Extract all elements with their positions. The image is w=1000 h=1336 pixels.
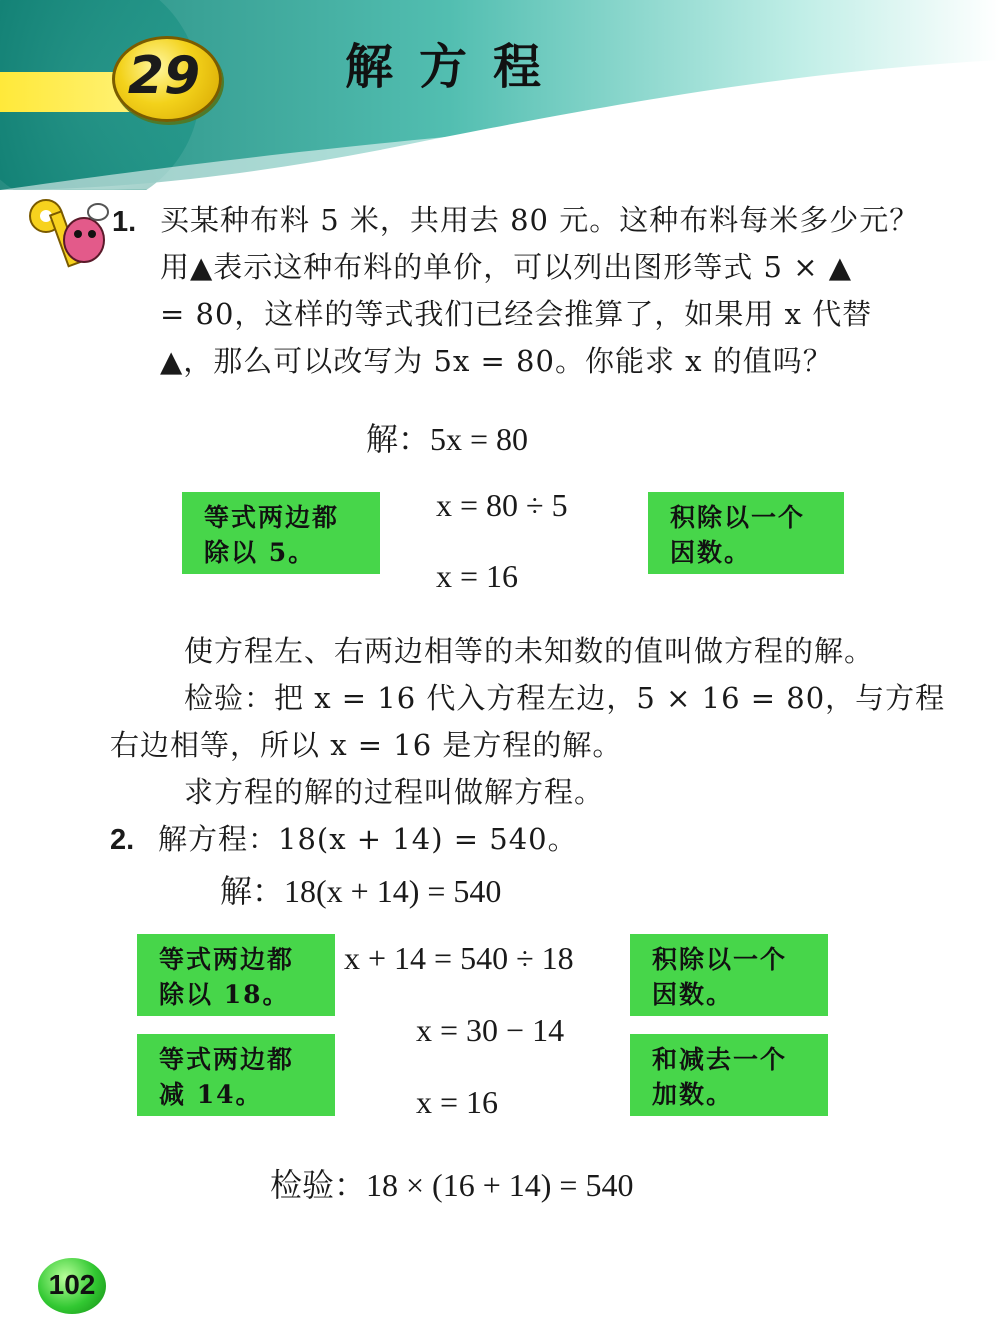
note-line: 等式两边都 bbox=[159, 945, 295, 974]
note-line: 因数。 bbox=[652, 980, 734, 1009]
p1-note-right bbox=[648, 492, 844, 574]
note-line: 除以 5。 bbox=[204, 538, 316, 567]
problem-1-number: 1. bbox=[112, 206, 137, 238]
p1-note-left bbox=[182, 492, 380, 574]
problem-1-line-1: 买某种布料 5 米，共用去 80 元。这种布料每米多少元？ bbox=[160, 203, 920, 237]
problem-1-line-3: = 80，这样的等式我们已经会推算了，如果用 x 代替 bbox=[160, 297, 873, 331]
note-line: 除以 18。 bbox=[159, 980, 290, 1009]
problem-1-line-2: 用▲表示这种布料的单价，可以列出图形等式 5 × ▲ bbox=[160, 250, 853, 284]
note-line: 等式两边都 bbox=[159, 1045, 295, 1074]
p2-solution-step-4: x = 16 bbox=[416, 1084, 499, 1120]
p2-check: 检验：18 × (16 + 14) = 540 bbox=[270, 1167, 634, 1203]
definition-text: 使方程左、右两边相等的未知数的值叫做方程的解。 bbox=[184, 634, 875, 668]
problem-1-line-4: ▲，那么可以改写为 5x = 80。你能求 x 的值吗？ bbox=[160, 344, 833, 378]
note-line: 积除以一个 bbox=[670, 503, 806, 532]
note-line: 减 14。 bbox=[159, 1080, 263, 1109]
p1-solution-step-2: x = 80 ÷ 5 bbox=[436, 487, 568, 523]
p2-note-right-2 bbox=[630, 1034, 828, 1116]
p2-note-left-2 bbox=[137, 1034, 335, 1116]
note-line: 等式两边都 bbox=[204, 503, 340, 532]
note-line: 加数。 bbox=[652, 1080, 734, 1109]
p2-solution-step-3: x = 30 − 14 bbox=[416, 1012, 565, 1048]
check-line-1: 检验：把 x = 16 代入方程左边，5 × 16 = 80，与方程 bbox=[184, 681, 946, 715]
p1-solution-step-3: x = 16 bbox=[436, 558, 519, 594]
key-mascot-icon bbox=[18, 196, 110, 276]
process-definition: 求方程的解的过程叫做解方程。 bbox=[184, 775, 605, 809]
page-number: 102 bbox=[48, 1269, 96, 1300]
p2-solution-step-1: 解：18(x + 14) = 540 bbox=[220, 873, 502, 909]
p2-note-left-1 bbox=[137, 934, 335, 1016]
p2-solution-step-2: x + 14 = 540 ÷ 18 bbox=[344, 940, 574, 976]
note-line: 积除以一个 bbox=[652, 945, 788, 974]
page-title: 解方程 bbox=[345, 39, 568, 95]
note-line: 因数。 bbox=[670, 538, 752, 567]
lesson-number: 29 bbox=[127, 46, 201, 106]
problem-2-prompt: 解方程：18(x + 14) = 540。 bbox=[158, 822, 578, 856]
problem-2-number: 2. bbox=[110, 824, 135, 856]
p1-solution-step-1: 解：5x = 80 bbox=[366, 421, 529, 457]
note-line: 和减去一个 bbox=[652, 1045, 788, 1074]
p2-note-right-1 bbox=[630, 934, 828, 1016]
check-line-2: 右边相等，所以 x = 16 是方程的解。 bbox=[110, 728, 623, 762]
